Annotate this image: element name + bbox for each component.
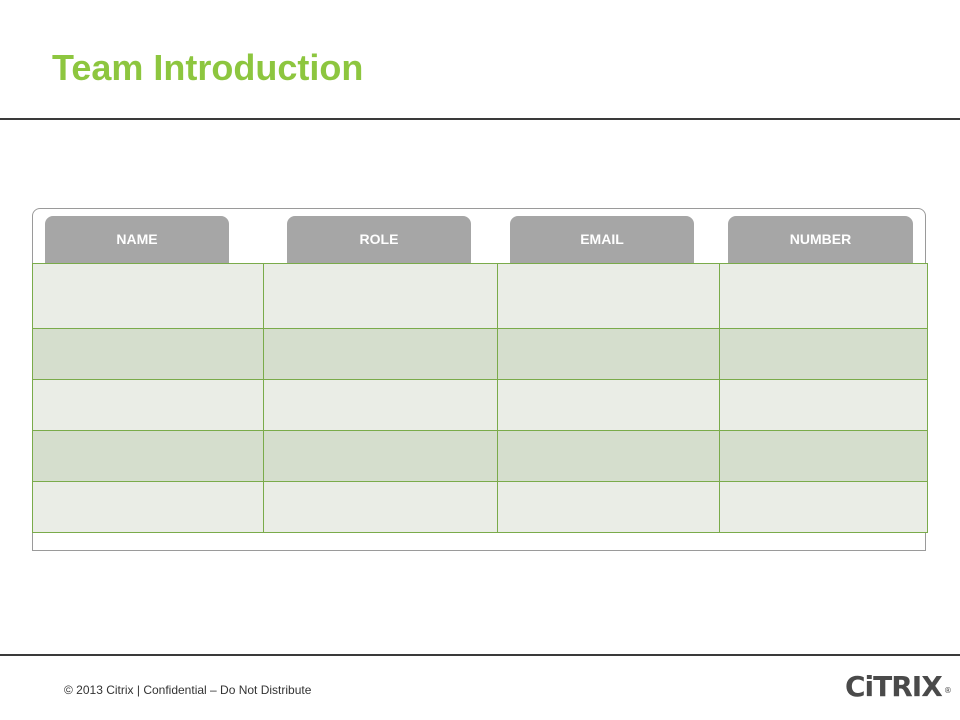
table-row [33, 482, 928, 533]
table-cell-role[interactable] [264, 329, 498, 380]
title-divider [0, 118, 960, 120]
table-row [33, 431, 928, 482]
table-cell-email[interactable] [498, 482, 720, 533]
table-cell-email[interactable] [498, 380, 720, 431]
table-cell-name[interactable] [33, 431, 264, 482]
column-header-number: NUMBER [728, 216, 913, 263]
logo-wordmark: CiTRIX [845, 670, 942, 703]
column-header-email: EMAIL [510, 216, 694, 263]
slide-title: Team Introduction [52, 47, 364, 88]
table-cell-name[interactable] [33, 380, 264, 431]
footer-divider [0, 654, 960, 656]
citrix-logo [845, 670, 949, 704]
column-header-name: NAME [45, 216, 229, 263]
confidentiality-notice: © 2013 Citrix | Confidential – Do Not Distribute [64, 683, 312, 697]
table-cell-name[interactable] [33, 329, 264, 380]
table-cell-role[interactable] [264, 380, 498, 431]
table-cell-number[interactable] [720, 264, 928, 329]
table-cell-email[interactable] [498, 329, 720, 380]
team-table [32, 263, 928, 533]
table-cell-number[interactable] [720, 431, 928, 482]
table-cell-role[interactable] [264, 482, 498, 533]
table-cell-email[interactable] [498, 264, 720, 329]
table-cell-number[interactable] [720, 329, 928, 380]
table-row [33, 329, 928, 380]
table-row [33, 380, 928, 431]
table-row [33, 264, 928, 329]
column-header-role: ROLE [287, 216, 471, 263]
table-cell-email[interactable] [498, 431, 720, 482]
table-cell-role[interactable] [264, 431, 498, 482]
registered-mark: ® [943, 686, 951, 695]
table-cell-name[interactable] [33, 264, 264, 329]
table-cell-number[interactable] [720, 482, 928, 533]
table-cell-number[interactable] [720, 380, 928, 431]
table-cell-role[interactable] [264, 264, 498, 329]
table-cell-name[interactable] [33, 482, 264, 533]
